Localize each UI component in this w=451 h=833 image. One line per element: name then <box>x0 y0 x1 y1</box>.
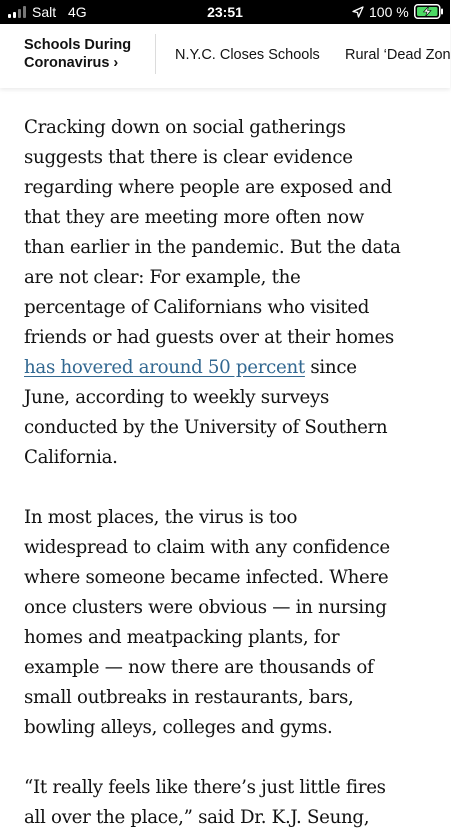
text-line: than earlier in the pandemic. But the data <box>24 237 401 258</box>
paragraph <box>24 113 440 473</box>
paragraph-spacer <box>24 473 440 503</box>
battery-charging-icon <box>414 4 444 19</box>
text-line: conducted by the University of Southern <box>24 417 388 438</box>
battery-percent: 100 % <box>369 4 409 20</box>
text-line: homes and meatpacking plants, for <box>24 627 340 648</box>
text-line: regarding where people are exposed and <box>24 177 392 198</box>
section-nav-title[interactable] <box>24 36 154 72</box>
text-line: widespread to claim with any confidence <box>24 537 390 558</box>
nav-link-nyc-closes-schools[interactable]: N.Y.C. Closes Schools <box>175 47 320 63</box>
text-line: In most places, the virus is too <box>24 507 298 528</box>
chevron-right-icon: › <box>113 55 119 71</box>
paragraph <box>24 503 440 743</box>
text-line: “It really feels like there’s just little fires <box>24 777 386 798</box>
article-link-50-percent[interactable]: has hovered around 50 percent <box>24 357 305 378</box>
location-icon <box>352 6 364 18</box>
text-line: friends or had guests over at their homes <box>24 327 394 348</box>
text-line: Cracking down on social gatherings <box>24 117 346 138</box>
text-line: bowling alleys, colleges and gyms. <box>24 717 333 738</box>
carrier-name: Salt <box>32 4 57 20</box>
text-line: once clusters were obvious — in nursing <box>24 597 387 618</box>
article-body <box>24 113 440 833</box>
nav-divider <box>155 34 156 74</box>
status-bar <box>0 0 450 24</box>
status-time: 23:51 <box>207 4 243 20</box>
network-type: 4G <box>68 4 87 20</box>
text-line: that they are meeting more often now <box>24 207 365 228</box>
text-fragment: since <box>304 357 357 378</box>
section-nav-title-text: Schools During Coronavirus <box>24 37 132 71</box>
text-line: California. <box>24 447 118 468</box>
text-line <box>24 353 440 383</box>
text-line: percentage of Californians who visited <box>24 297 370 318</box>
text-line: all over the place,” said Dr. K.J. Seung, <box>24 807 370 828</box>
text-line: are not clear: For example, the <box>24 267 301 288</box>
text-line: June, according to weekly surveys <box>24 387 330 408</box>
text-line: example — now there are thousands of <box>24 657 374 678</box>
paragraph <box>24 773 440 833</box>
text-line: small outbreaks in restaurants, bars, <box>24 687 354 708</box>
section-nav <box>0 24 450 88</box>
nav-link-rural-dead-zones[interactable]: Rural ‘Dead Zon <box>345 47 451 63</box>
paragraph-spacer <box>24 743 440 773</box>
text-line: suggests that there is clear evidence <box>24 147 353 168</box>
text-line: where someone became infected. Where <box>24 567 389 588</box>
